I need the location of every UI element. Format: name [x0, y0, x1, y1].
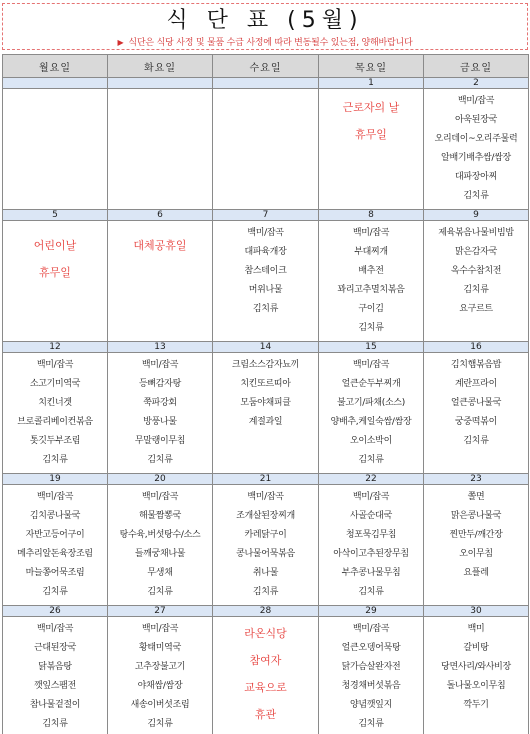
menu-cell: [319, 485, 424, 606]
menu-item: 방풍나물: [143, 417, 177, 427]
date-cell: [213, 78, 319, 89]
menu-item: 근대된장국: [34, 643, 76, 653]
menu-item: 김치류: [42, 587, 68, 597]
menu-item: 아삭이고추된장무침: [333, 549, 409, 559]
menu-cell: [424, 617, 529, 734]
date-cell: 5: [3, 210, 108, 221]
menu-item: 김치류: [358, 719, 384, 729]
menu-cell: [424, 89, 529, 210]
menu-item: 맑은감자국: [455, 247, 497, 257]
date-cell: 19: [3, 474, 108, 485]
menu-item: 김치류: [463, 191, 489, 201]
date-cell: 13: [108, 342, 213, 353]
menu-item: 참스테이크: [244, 266, 287, 276]
menu-item: 크림소스감자뇨끼: [231, 360, 300, 370]
date-cell: 29: [319, 606, 424, 617]
notice-label: 식단은 식당 사정 및 물품 수급 사정에 따라 변동될수 있는점, 양해바랍니다: [128, 38, 413, 48]
menu-item: 백미/잡곡: [247, 228, 284, 238]
date-cell: 14: [213, 342, 319, 353]
menu-item: 백미/잡곡: [36, 492, 74, 502]
weekday-header-row: [3, 55, 529, 78]
menu-item: 자반고등어구이: [25, 530, 85, 540]
menu-item: 치킨또르띠아: [240, 379, 291, 389]
menu-item: 백미/잡곡: [457, 96, 495, 106]
menu-item: 김치류: [358, 455, 384, 465]
menu-item: 사골순대국: [350, 511, 392, 521]
holiday-label: 어린이날: [33, 239, 77, 252]
menu-item: 백미/잡곡: [352, 228, 390, 238]
menu-item: 김치류: [147, 587, 173, 597]
menu-item: 오이무침: [459, 549, 493, 559]
menu-cell: [3, 353, 108, 474]
holiday-label: 교육으로: [244, 681, 287, 694]
menu-cell: [319, 221, 424, 342]
menu-item: 김치콩나물국: [29, 511, 81, 521]
menu-item: 김치류: [252, 587, 279, 597]
menu-cell: [3, 617, 108, 734]
date-cell: [108, 78, 213, 89]
menu-item: 백미: [467, 624, 485, 634]
menu-header: [2, 3, 528, 50]
menu-item: 계란프라이: [455, 379, 497, 389]
page-title: 식 단 표 (5월): [166, 8, 364, 33]
date-row: [3, 210, 529, 221]
menu-item: 백미/잡곡: [352, 360, 390, 370]
menu-cell: [108, 89, 213, 210]
holiday-label: 휴무일: [39, 266, 71, 279]
holiday-label: 대체공휴일: [133, 239, 187, 252]
menu-item: 구이김: [358, 304, 384, 314]
date-cell: 26: [3, 606, 108, 617]
menu-item: 조개살된장찌개: [236, 511, 295, 521]
menu-item: 옥수수참치전: [450, 266, 502, 276]
menu-cell: [319, 617, 424, 734]
menu-item: 닭볶음탕: [38, 662, 72, 672]
holiday-label: 참여자: [249, 654, 282, 667]
menu-item: 얼큰순두부찌개: [341, 379, 401, 389]
menu-item: 김치류: [42, 719, 68, 729]
date-cell: 16: [424, 342, 529, 353]
menu-item: 치킨너겟: [38, 398, 72, 408]
date-cell: 12: [3, 342, 108, 353]
menu-item: 불고기/파채(소스): [337, 398, 405, 408]
menu-item: 아욱된장국: [455, 115, 497, 125]
menu-item: 김치류: [147, 719, 173, 729]
menu-cell: [213, 353, 319, 474]
date-cell: 30: [424, 606, 529, 617]
menu-item: 닭가슴살완자전: [341, 662, 401, 672]
menu-row: [3, 89, 529, 210]
menu-item: 백미/잡곡: [141, 624, 179, 634]
menu-item: 깻잎스팸전: [34, 681, 76, 691]
menu-cell: [319, 353, 424, 474]
date-row: [3, 474, 529, 485]
menu-item: 브로콜리베이컨볶음: [17, 417, 93, 427]
menu-item: 참나물겉절이: [29, 700, 81, 710]
date-cell: 23: [424, 474, 529, 485]
menu-item: 김치류: [147, 455, 173, 465]
menu-row: [3, 221, 529, 342]
weekday-header-thu: 목요일: [319, 55, 424, 78]
menu-item: 백미/잡곡: [36, 624, 74, 634]
weekday-header-wed: 수요일: [213, 55, 319, 78]
menu-item: 김치류: [358, 587, 384, 597]
menu-item: 탕수육,버섯탕수/소스: [119, 530, 201, 540]
menu-item: 무말랭이무침: [134, 436, 186, 446]
menu-item: 고추장불고기: [134, 662, 186, 672]
holiday-label: 근로자의 날: [342, 101, 400, 114]
menu-item: 황태미역국: [139, 643, 181, 653]
holiday-label: 라온식당: [244, 627, 287, 640]
date-cell: 22: [319, 474, 424, 485]
menu-item: 해물짬뽕국: [139, 511, 181, 521]
holiday-label: 휴관: [254, 708, 277, 721]
menu-item: 쭉파강회: [143, 398, 177, 408]
menu-item: 부대찌개: [354, 247, 388, 257]
date-cell: [3, 78, 108, 89]
menu-cell: [424, 485, 529, 606]
menu-item: 메추리알돈육장조림: [17, 549, 93, 559]
date-cell: 7: [213, 210, 319, 221]
date-cell: 8: [319, 210, 424, 221]
menu-item: 백미/잡곡: [352, 492, 390, 502]
menu-cell: [213, 221, 319, 342]
holiday-label: 휴무일: [355, 128, 387, 141]
menu-cell: [213, 617, 319, 734]
menu-item: 대파장아찌: [455, 172, 497, 182]
menu-item: 얼큰콩나물국: [450, 398, 502, 408]
date-cell: 27: [108, 606, 213, 617]
menu-item: 콩나물어묵볶음: [236, 549, 295, 559]
menu-item: 무생채: [147, 568, 173, 578]
menu-item: 쫄면: [467, 492, 485, 502]
menu-item: 배추전: [358, 266, 384, 276]
menu-item: 백미/잡곡: [141, 360, 179, 370]
menu-item: 새송이버섯조림: [130, 700, 190, 710]
menu-cell: [3, 89, 108, 210]
menu-item: 얼큰오뎅어묵탕: [341, 643, 401, 653]
date-cell: 9: [424, 210, 529, 221]
date-cell: 21: [213, 474, 319, 485]
menu-item: 갈비탕: [463, 643, 489, 653]
menu-item: 마늘쫑어묵조림: [25, 568, 85, 578]
menu-item: 깍두기: [463, 700, 489, 710]
date-cell: 28: [213, 606, 319, 617]
menu-cell: [213, 485, 319, 606]
menu-item: 백미/잡곡: [247, 492, 284, 502]
menu-cell: [3, 221, 108, 342]
menu-item: 찐만두/깨간장: [449, 530, 503, 540]
date-row: [3, 342, 529, 353]
weekday-header-mon: 월요일: [3, 55, 108, 78]
menu-item: 김치류: [463, 436, 489, 446]
weekday-header-tue: 화요일: [108, 55, 213, 78]
menu-item: 계절과일: [248, 417, 283, 427]
menu-item: 김치류: [463, 285, 489, 295]
menu-row: [3, 353, 529, 474]
menu-item: 오이소박이: [350, 436, 392, 446]
menu-item: 제육볶음나물비빔밥: [438, 228, 514, 238]
menu-item: 백미/잡곡: [36, 360, 74, 370]
menu-item: 야채쌈/쌈장: [137, 681, 183, 691]
menu-item: 양배추,케일숙쌈/쌈장: [330, 417, 412, 427]
menu-item: 양념깻잎지: [350, 700, 392, 710]
menu-item: 김치류: [42, 455, 68, 465]
menu-row: [3, 485, 529, 606]
menu-item: 백미/잡곡: [141, 492, 179, 502]
menu-cell: [3, 485, 108, 606]
menu-cell: [424, 221, 529, 342]
menu-item: 요구르트: [459, 304, 493, 314]
menu-cell: [319, 89, 424, 210]
menu-item: 들깨궁채나물: [134, 549, 186, 559]
date-row: [3, 606, 529, 617]
menu-item: 당면사리/와사비장: [441, 662, 511, 672]
date-cell: 20: [108, 474, 213, 485]
menu-item: 소고기미역국: [29, 379, 81, 389]
menu-item: 백미/잡곡: [352, 624, 390, 634]
menu-cell: [213, 89, 319, 210]
menu-cell: [424, 353, 529, 474]
menu-cell: [108, 617, 213, 734]
menu-row: [3, 617, 529, 734]
menu-item: 김치류: [358, 323, 384, 333]
menu-item: 카레닭구이: [244, 530, 287, 540]
menu-item: 맑은콩나물국: [450, 511, 502, 521]
date-row: [3, 78, 529, 89]
menu-item: 꽈리고추멸치볶음: [337, 285, 405, 295]
menu-item: 부추콩나물무침: [341, 568, 401, 578]
date-cell: 2: [424, 78, 529, 89]
menu-cell: [108, 221, 213, 342]
meal-calendar-table: [2, 54, 529, 734]
menu-cell: [108, 485, 213, 606]
menu-item: 톳깃두부조림: [29, 436, 81, 446]
weekday-header-fri: 금요일: [424, 55, 529, 78]
menu-item: 모둠야채피클: [240, 398, 291, 408]
menu-item: 오리데이~오리주물럭: [434, 134, 518, 144]
menu-item: 요플레: [463, 568, 489, 578]
menu-item: 머위나물: [248, 285, 283, 295]
notice-text: [3, 37, 527, 49]
menu-item: 돌나물오이무침: [446, 681, 506, 691]
menu-item: 김치햄볶음밥: [450, 360, 502, 370]
menu-item: 김치류: [252, 304, 279, 314]
menu-cell: [108, 353, 213, 474]
date-cell: 15: [319, 342, 424, 353]
menu-item: 궁중떡볶이: [455, 417, 497, 427]
menu-item: 알배기배추쌈/쌈장: [441, 153, 511, 163]
menu-item: 취나물: [252, 568, 279, 578]
menu-item: 청포묵김무침: [345, 530, 397, 540]
date-cell: 6: [108, 210, 213, 221]
triangle-bullet-icon: ▶: [117, 38, 124, 47]
menu-item: 대파육개장: [244, 247, 287, 257]
menu-item: 등뼈감자탕: [139, 379, 181, 389]
menu-item: 청경채버섯볶음: [341, 681, 401, 691]
date-cell: 1: [319, 78, 424, 89]
